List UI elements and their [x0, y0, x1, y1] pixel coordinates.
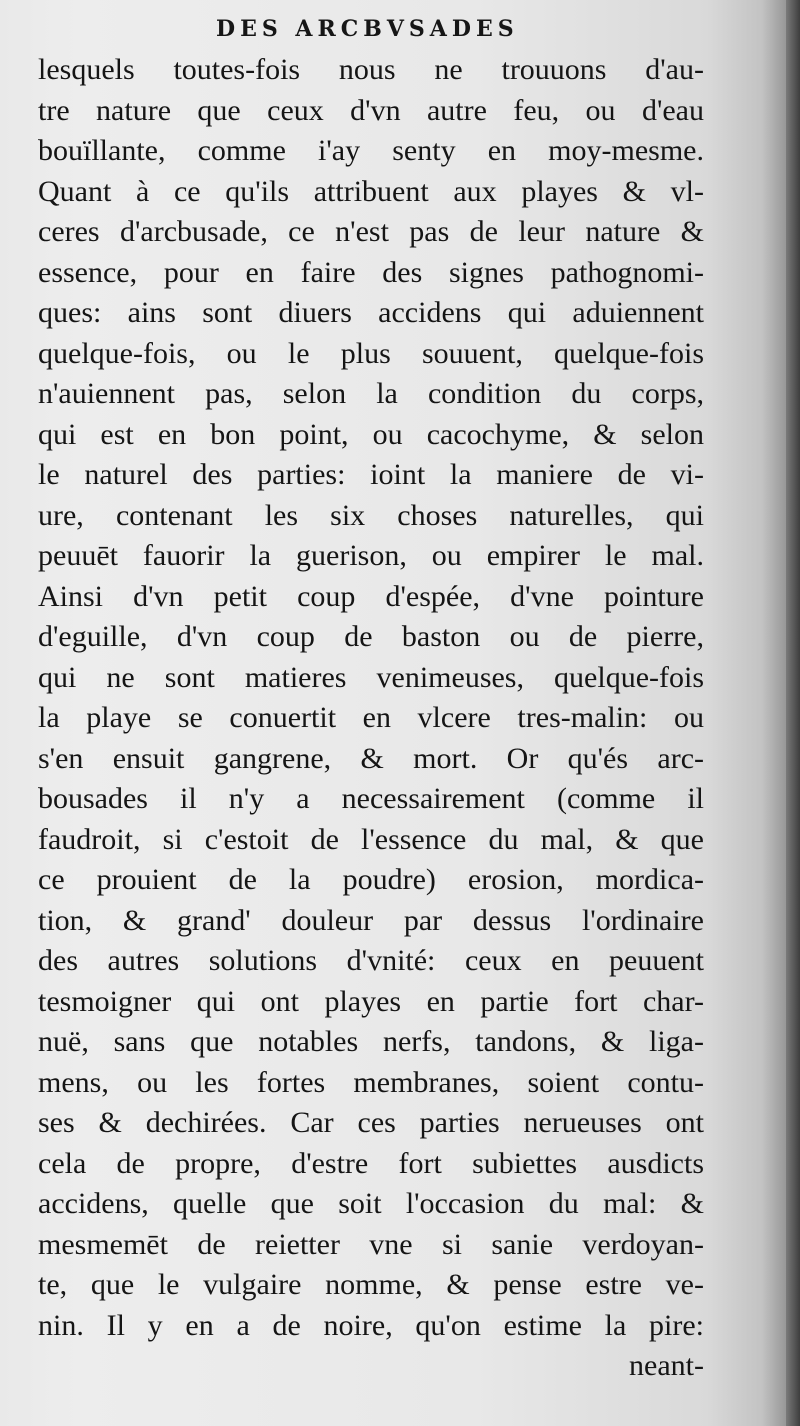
text-line: mesmemēt de reietter vne si sanie verdoyan- [38, 1227, 704, 1261]
text-line: nin. Il y en a de noire, qu'on estime la pire: [38, 1308, 704, 1342]
body-text [38, 50, 704, 1387]
text-line: qui est en bon point, ou cacochyme, & selon [38, 417, 704, 451]
running-head: DES ARCBVSADES [216, 16, 519, 42]
text-line: tion, & grand' douleur par dessus l'ordinaire [38, 903, 704, 937]
text-line: Ainsi d'vn petit coup d'espée, d'vne pointure [38, 579, 704, 613]
text-line: d'eguille, d'vn coup de baston ou de pierre, [38, 620, 704, 653]
text-line: essence, pour en faire des signes pathognomi- [38, 255, 704, 289]
text-line: te, que le vulgaire nomme, & pense estre ve- [38, 1268, 704, 1301]
page-edge [786, 0, 800, 1426]
text-line: accidens, quelle que soit l'occasion du mal: & [38, 1187, 704, 1220]
text-line: Quant à ce qu'ils attribuent aux playes & vl- [38, 174, 704, 208]
text-line: mens, ou les fortes membranes, soient contu- [38, 1065, 704, 1099]
text-line: des autres solutions d'vnité: ceux en peuuent [38, 944, 704, 977]
text-line: nuë, sans que notables nerfs, tandons, & liga- [38, 1025, 704, 1058]
text-line: quelque-fois, ou le plus souuent, quelque-fois [38, 336, 704, 370]
text-line: le naturel des parties: ioint la maniere de vi- [38, 458, 704, 491]
text-line: s'en ensuit gangrene, & mort. Or qu'és arc- [38, 741, 704, 775]
text-line: ce prouient de la poudre) erosion, mordica- [38, 863, 704, 896]
text-line: bouïllante, comme i'ay senty en moy-mesme. [38, 134, 704, 167]
text-line: ceres d'arcbusade, ce n'est pas de leur nature & [38, 215, 704, 248]
text-line: tre nature que ceux d'vn autre feu, ou d'eau [38, 93, 704, 127]
text-line: cela de propre, d'estre fort subiettes ausdicts [38, 1146, 704, 1180]
catchword: neant- [629, 1349, 704, 1382]
text-line: la playe se conuertit en vlcere tres-malin: ou [38, 701, 704, 734]
text-line: ques: ains sont diuers accidens qui aduiennent [38, 296, 704, 329]
text-line: faudroit, si c'estoit de l'essence du mal, & que [38, 822, 704, 856]
text-line: lesquels toutes-fois nous ne trouuons d'au- [38, 53, 704, 86]
text-line: ure, contenant les six choses naturelles, qui [38, 498, 704, 532]
text-line: peuuēt fauorir la guerison, ou empirer le mal. [38, 539, 704, 572]
text-line: tesmoigner qui ont playes en partie fort char- [38, 984, 704, 1018]
text-line: ses & dechirées. Car ces parties nerueuses ont [38, 1106, 704, 1139]
text-line: qui ne sont matieres venimeuses, quelque-fois [38, 660, 704, 694]
text-line: bousades il n'y a necessairement (comme il [38, 782, 704, 815]
text-line: n'auiennent pas, selon la condition du corps, [38, 377, 704, 410]
